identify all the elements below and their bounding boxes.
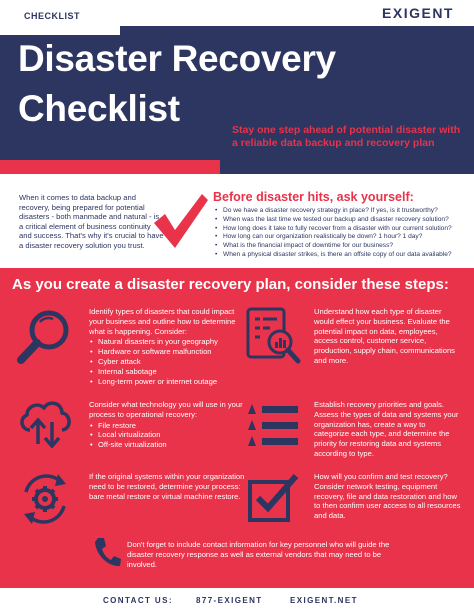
hero-accent-stripe [0,160,220,174]
question-item: • When a physical disaster strikes, is there an offsite copy of our data available? [215,251,470,260]
step-contact-info [127,540,407,569]
cloud-transfer-icon [16,398,74,448]
step-text: Establish recovery priorities and goals. Assess the types of data and systems your organization has, create a way to categorize each type, and determine the priority for restoring data and systems according to type. [314,400,459,458]
hero-base-stripe [220,166,474,174]
step-technology [89,400,249,450]
step-text: Don't forget to include contact information for key personnel who will guide the disaster recovery response as well as external vendors that may need to be involved. [127,540,390,569]
step-bullet: • Cyber attack [89,357,249,367]
phone-icon [92,536,122,570]
report-analysis-icon [244,307,302,365]
step-bullet: • File restore [89,421,249,431]
step-test-recovery [314,472,462,521]
step-system-restore [89,472,249,501]
step-bullets [89,337,249,386]
step-bullet: • Hardware or software malfunction [89,347,249,357]
title-line-2: Checklist [18,88,180,129]
step-text: Understand how each type of disaster would effect your business. Evaluate the potential impact on data, employees, access control, customer service, production, supply chain, communications and more. [314,307,455,365]
footer [0,588,474,613]
exigent-logo: EXIGENT [382,5,454,21]
title-line-1: Disaster Recovery [18,38,336,79]
intro-paragraph: When it comes to data backup and recovery, being prepared for potential disasters - both manmade and natural - is a critical element of business continuity and success. That's why it's crucial to have a disaster recovery solution you trust. [19,193,164,250]
steps-heading: As you create a disaster recovery plan, consider these steps: [12,276,449,293]
question-item: • How long can our organization realistically be down? 1 hour? 1 day? [215,233,470,242]
before-disaster-heading: Before disaster hits, ask yourself: [213,190,414,204]
step-identify-disasters [89,307,249,386]
page-title [18,34,336,134]
checkbox-icon [246,472,300,524]
step-bullet: • Local virtualization [89,430,249,440]
gear-cycle-icon [16,470,74,528]
step-text: How will you confirm and test recovery? Consider network testing, equipment recovery, file and data restoration and how to then confirm user access to all resources and data. [314,472,461,521]
step-recovery-priorities [314,400,462,459]
checkmark-icon [150,190,210,252]
magnifier-icon [16,308,72,366]
question-item: • Do we have a disaster recovery strategy in place? If yes, is it trustworthy? [215,207,470,216]
phone-link[interactable]: 877-EXIGENT [196,596,263,605]
step-text: Consider what technology you will use in your process to operational recovery: [89,400,243,419]
step-text: Identify types of disasters that could impact your business and outline how to determine what is happening. Consider: [89,307,236,336]
step-text: If the original systems within your organization need to be restored, determine your process: bare metal restore or virtual machine restore. [89,472,245,501]
step-impact-evaluation [314,307,462,366]
question-item: • When was the last time we tested our backup and disaster recovery solution? [215,216,470,225]
before-disaster-questions [215,207,470,260]
contact-label: CONTACT US: [103,596,173,605]
checklist-tag: CHECKLIST [0,6,100,26]
question-item: • How long does it take to fully recover from a disaster with our current solution? [215,225,470,234]
step-bullet: • Off-site virtualization [89,440,249,450]
question-item: • What is the financial impact of downtime for our business? [215,242,470,251]
step-bullet: • Natural disasters in your geography [89,337,249,347]
step-bullets [89,421,249,450]
step-bullet: • Long-term power or internet outage [89,377,249,387]
website-link[interactable]: EXIGENT.NET [290,596,358,605]
step-bullet: • Internal sabotage [89,367,249,377]
hero-tagline: Stay one step ahead of potential disaster with a reliable data backup and recovery plan [232,124,461,149]
priority-list-icon [244,400,302,452]
